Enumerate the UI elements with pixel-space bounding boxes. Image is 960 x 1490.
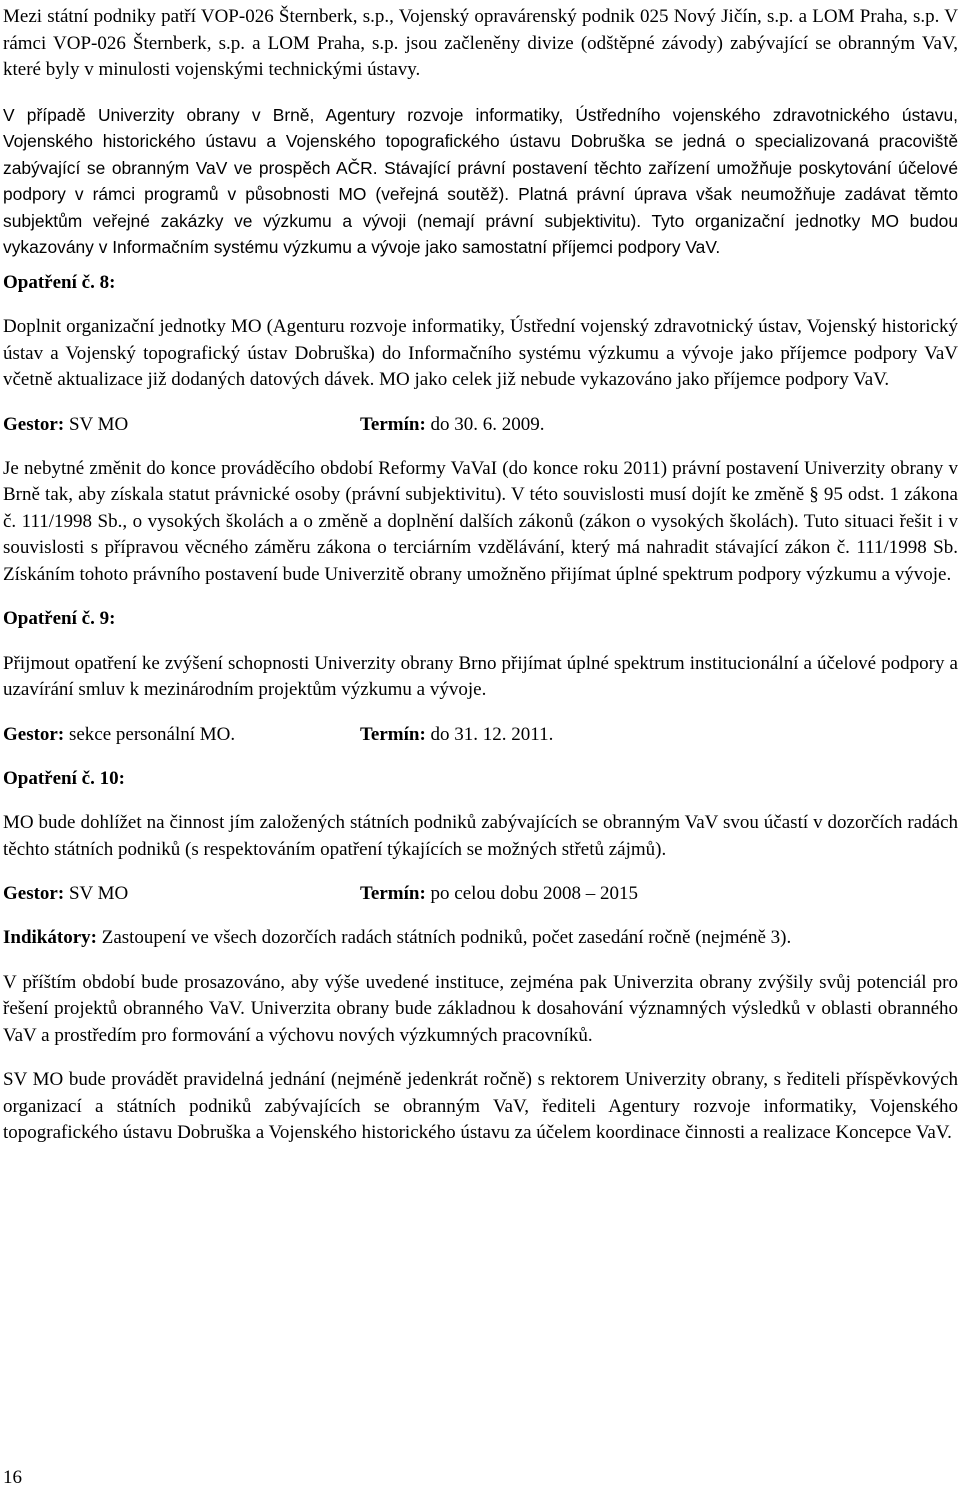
measure-9-text: Přijmout opatření ke zvýšení schopnosti Univerzity obrany Brno přijímat úplné spektrum institucionální a účelové podpory a uzavírání smluv k mezinárodním projektům výzkumu a vývoje. xyxy=(3,652,958,700)
measure-9-gestor: Gestor: sekce personální MO. xyxy=(3,723,236,745)
measure-9-termin: Termín: do 31. 12. 2011. xyxy=(360,723,554,745)
measure-10-text: MO bude dohlížet na činnost jím založených státních podniků zabývajících se obranným VaV svou účastí v dozorčích radách těchto státních podniků (s respektováním opatření týkajících se možných střetů zájmů). xyxy=(3,812,958,860)
measure-10-termin: Termín: po celou dobu 2008 – 2015 xyxy=(360,883,638,904)
intro-paragraph-1: Mezi státní podniky patří VOP-026 Šternberk, s.p., Vojenský opravárenský podnik 025 Nový Jičín, s.p. a LOM Praha, s.p. V rámci VOP-026 Šternberk, s.p. a LOM Praha, s.p. jsou začleněny divize (odštěpné závody) zabývající se obranným VaV, které byly v minulosti vojenskými technickými ústavy. xyxy=(3,6,958,80)
measure-10-gestor: Gestor: SV MO xyxy=(3,883,129,904)
measure-8-note: Je nebytné změnit do konce prováděcího období Reformy VaVaI (do konce roku 2011) právní postavení Univerzity obrany v Brně tak, aby získala statut právnické osoby (právní subjektivitu). V této souvislosti musí dojít ke změně § 95 odst. 1 zákona č. 111/1998 Sb., o vysokých školách a o změně a doplnění dalších zákonů (zákon o vysokých školách). Tuto situaci řešit i v souvislosti s přípravou věcného záměru zákona o terciárním vzdělávání, který má nahradit stávající zákon č. 111/1998 Sb. Získáním tohoto právního postavení bude Univerzitě obrany umožněno přijímat úplné spektrum podpory výzkumu a vývoje. xyxy=(3,457,958,585)
closing-paragraph-1: V příštím období bude prosazováno, aby výše uvedené instituce, zejména pak Univerzita obrany zvýšily svůj potenciál pro řešení projektů obranného VaV. Univerzita obrany bude základnou k dosahování významných výsledků v oblasti obranného VaV a prostředím pro formování a výchovu nových výzkumných pracovníků. xyxy=(3,971,958,1046)
measure-10-indicators: Indikátory: Zastoupení ve všech dozorčích radách státních podniků, počet zasedání ročně (nejméně 3). xyxy=(3,927,792,948)
measure-9-heading: Opatření č. 9: xyxy=(3,608,116,629)
measure-8-text: Doplnit organizační jednotky MO (Agenturu rozvoje informatiky, Ústřední vojenský zdravotnický ústav, Vojenský historický ústav a Vojenský topografický ústav Dobruška) do Informačního systému výzkumu a vývoje jako příjemce podpory VaV včetně aktualizace již dodaných datových dávek. MO jako celek již nebude vykazováno jako příjemce podpory VaV. xyxy=(3,316,958,390)
measure-10-gestor-row xyxy=(3,881,958,907)
closing-paragraph-2: SV MO bude provádět pravidelná jednání (nejméně jedenkrát ročně) s rektorem Univerzity obrany, s řediteli příspěvkových organizací a státních podniků zabývajících se obranným VaV, řediteli Agentury rozvoje informatiky, Vojenského topografického ústavu Dobruška a Vojenského historického ústavu za účelem koordinace činnosti a realizace Koncepce VaV. xyxy=(3,1069,958,1143)
measure-10-heading: Opatření č. 10: xyxy=(3,767,125,789)
intro-block-sans xyxy=(3,102,958,261)
measure-8-heading: Opatření č. 8: xyxy=(3,271,116,293)
measure-8-gestor: Gestor: SV MO xyxy=(3,413,129,435)
measure-9-gestor-row xyxy=(3,722,958,748)
measure-8-gestor-row xyxy=(3,412,958,438)
document-page xyxy=(3,0,958,1147)
page-number: 16 xyxy=(3,1467,22,1488)
intro-paragraph-2: V případě Univerzity obrany v Brně, Agentury rozvoje informatiky, Ústředního vojenského zdravotnického ústavu, Vojenského historického ústavu a Vojenského topografického ústavu Dobruška se jedná o specializovaná pracoviště zabývající se obranným VaV ve prospěch AČR. Stávající právní postavení těchto zařízení umožňuje poskytování účelové podpory v rámci programů v působnosti MO (veřejná soutěž). Platná právní úprava však neumožňuje zadávat těmto subjektům veřejné zakázky ve výzkumu a vývoji (nemají právní subjektivitu). Tyto organizační jednotky MO budou vykazovány v Informačním systému výzkumu a vývoje jako samostatní příjemci podpory VaV. xyxy=(3,104,958,257)
measure-8-termin: Termín: do 30. 6. 2009. xyxy=(360,413,545,435)
